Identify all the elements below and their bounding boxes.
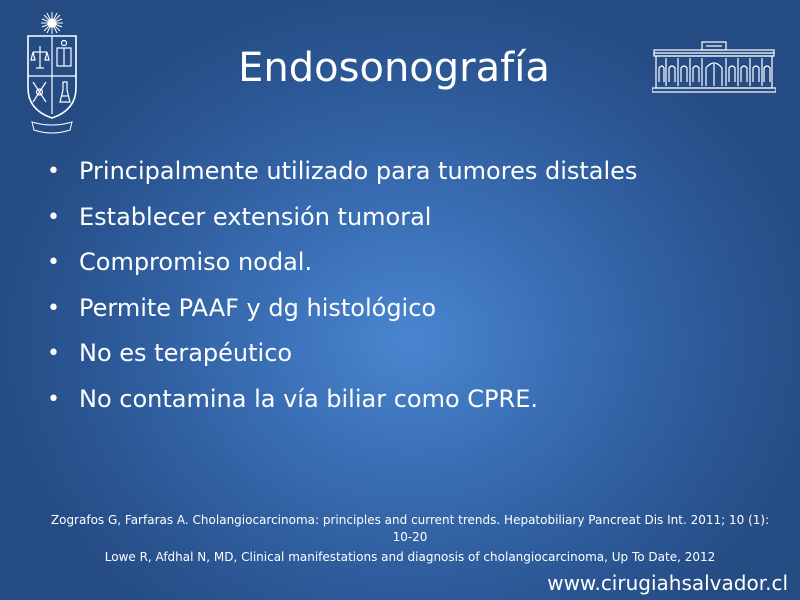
slide-title: Endosonografía [238,45,550,91]
bullet-icon: • [47,204,60,230]
list-item [44,240,764,286]
bullet-text: Principalmente utilizado para tumores distales [79,157,638,185]
bullet-icon: • [47,341,60,366]
bullet-text: Compromiso nodal. [79,248,313,276]
bullet-icon: • [47,295,60,321]
bullet-icon: • [47,386,60,412]
bullet-text: No contamina la vía biliar como CPRE. [79,384,538,413]
list-item [44,286,764,332]
list-item [44,195,764,241]
bullet-text: No es terapéutico [79,339,293,367]
reference-text: Zografos G, Farfaras A. Cholangiocarcinoma: principles and current trends. Hepatobiliary Pancreat Dis Int. 2011; 10 (1): 10-20 [50,513,770,544]
list-item [44,149,764,195]
reference-text: Lowe R, Afdhal N, MD, Clinical manifestations and diagnosis of cholangiocarcinoma, Up To Date, 2012 [104,550,716,564]
website-link[interactable]: www.cirugiahsalvador.cl [547,571,788,595]
references [40,512,780,566]
bullet-list [44,149,764,422]
bullet-text: Establecer extensión tumoral [79,202,432,231]
list-item [44,331,764,377]
bullet-text: Permite PAAF y dg histológico [79,293,437,322]
list-item [44,377,764,423]
hospital-building-icon [652,38,776,94]
bullet-icon: • [47,159,60,184]
bullet-icon: • [47,250,60,275]
